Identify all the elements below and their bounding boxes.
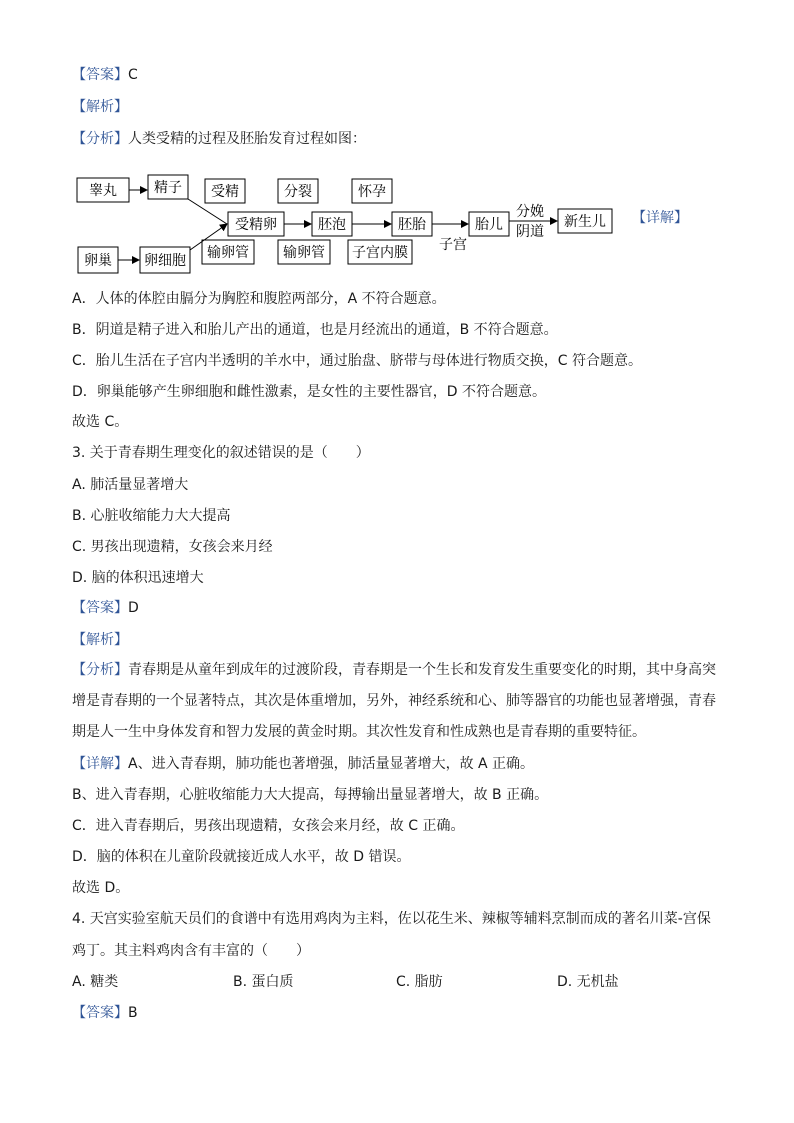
q2-option-c: C．胎儿生活在子宫内半透明的羊水中，通过胎盘、脐带与母体进行物质交换，C 符合题意。 bbox=[72, 353, 642, 369]
q2-option-d: D．卵巢能够产生卵细胞和雌性激素，是女性的主要性器官，D 不符合题意。 bbox=[72, 384, 547, 400]
label-gaowan: 睾丸 bbox=[89, 183, 117, 199]
q3-conclusion: 故选 D。 bbox=[72, 880, 130, 896]
analysis-tag: 【分析】 bbox=[72, 131, 128, 147]
answer-value: B bbox=[128, 1005, 138, 1021]
q3-answer bbox=[72, 597, 139, 619]
label-shuluanguan-1: 输卵管 bbox=[207, 245, 249, 261]
q4-option-b: B. 蛋白质 bbox=[233, 974, 294, 990]
label-yindao: 阴道 bbox=[516, 224, 544, 240]
q2-conclusion: 故选 C。 bbox=[72, 414, 129, 430]
answer-value: C bbox=[128, 67, 138, 83]
detail-tag: 【详解】 bbox=[632, 210, 688, 226]
label-zigong: 子宫 bbox=[439, 237, 467, 253]
analysis-text: 青春期是从童年到成年的过渡阶段，青春期是一个生长和发育发生重要变化的时期，其中身高突增是青春期的一个显著特点，其次是体重增加，另外，神经系统和心、肺等器官的功能也显著增强，青春期是人一生中身体发育和智力发展的黄金时期。其次性发育和性成熟也是青春期的重要特征。 bbox=[72, 662, 716, 740]
q3-detail-a bbox=[72, 753, 534, 775]
label-peitai: 胚胎 bbox=[398, 217, 426, 233]
q4-stem-line-2: 鸡丁。其主料鸡肉含有丰富的（ ） bbox=[72, 943, 310, 959]
q3-analysis bbox=[72, 655, 722, 748]
label-fenmian: 分娩 bbox=[516, 204, 544, 220]
answer-value: D bbox=[128, 600, 139, 616]
q3-analysis-heading: 【解析】 bbox=[72, 632, 128, 648]
q3-detail-c: C．进入青春期后，男孩出现遗精，女孩会来月经，故 C 正确。 bbox=[72, 818, 465, 834]
label-zigongneimo: 子宫内膜 bbox=[352, 245, 408, 261]
answer-tag: 【答案】 bbox=[72, 67, 128, 83]
label-taier: 胎儿 bbox=[475, 217, 503, 233]
analysis-tag: 【分析】 bbox=[72, 662, 128, 678]
q3-option-b: B. 心脏收缩能力大大提高 bbox=[72, 508, 231, 524]
label-shoujingluan: 受精卵 bbox=[235, 217, 277, 233]
label-shoujing: 受精 bbox=[211, 184, 239, 200]
label-shuluanguan-2: 输卵管 bbox=[283, 245, 325, 261]
answer-tag: 【答案】 bbox=[72, 1005, 128, 1021]
fertilization-diagram bbox=[72, 170, 732, 280]
q4-stem-line-1: 4. 天宫实验室航天员们的食谱中有选用鸡肉为主料，佐以花生米、辣椒等辅料烹制而成的著名川菜-宫保 bbox=[72, 911, 711, 927]
label-xinsheng: 新生儿 bbox=[564, 214, 606, 230]
q2-analysis bbox=[72, 128, 366, 150]
q2-analysis-heading: 【解析】 bbox=[72, 99, 128, 115]
q4-answer bbox=[72, 1002, 138, 1024]
q4-option-c: C. 脂肪 bbox=[396, 974, 443, 990]
label-luanchao: 卵巢 bbox=[84, 253, 112, 269]
q2-answer bbox=[72, 64, 138, 86]
q3-stem: 3. 关于青春期生理变化的叙述错误的是（ ） bbox=[72, 445, 370, 461]
analysis-text: 人类受精的过程及胚胎发育过程如图： bbox=[128, 131, 366, 147]
label-jingzi: 精子 bbox=[154, 180, 182, 196]
label-huaiyun: 怀孕 bbox=[358, 184, 386, 200]
detail-tag: 【详解】 bbox=[72, 756, 128, 772]
detail-text: A、进入青春期，肺功能也著增强，肺活量显著增大，故 A 正确。 bbox=[128, 756, 535, 772]
q4-option-d: D. 无机盐 bbox=[557, 974, 619, 990]
q2-option-b: B．阴道是精子进入和胎儿产出的通道，也是月经流出的通道，B 不符合题意。 bbox=[72, 322, 558, 338]
q3-option-c: C. 男孩出现遗精，女孩会来月经 bbox=[72, 539, 273, 555]
q4-option-a: A. 糖类 bbox=[72, 974, 119, 990]
answer-tag: 【答案】 bbox=[72, 600, 128, 616]
label-fenlie: 分裂 bbox=[284, 184, 312, 200]
label-luanxibao: 卵细胞 bbox=[144, 253, 186, 269]
q2-option-a: A．人体的体腔由膈分为胸腔和腹腔两部分，A 不符合题意。 bbox=[72, 291, 446, 307]
q3-detail-b: B、进入青春期，心脏收缩能力大大提高，每搏输出量显著增大，故 B 正确。 bbox=[72, 787, 549, 803]
q3-option-a: A. 肺活量显著增大 bbox=[72, 477, 189, 493]
q3-detail-d: D．脑的体积在儿童阶段就接近成人水平，故 D 错误。 bbox=[72, 849, 411, 865]
label-peipao: 胚泡 bbox=[318, 217, 346, 233]
q3-option-d: D. 脑的体积迅速增大 bbox=[72, 570, 204, 586]
